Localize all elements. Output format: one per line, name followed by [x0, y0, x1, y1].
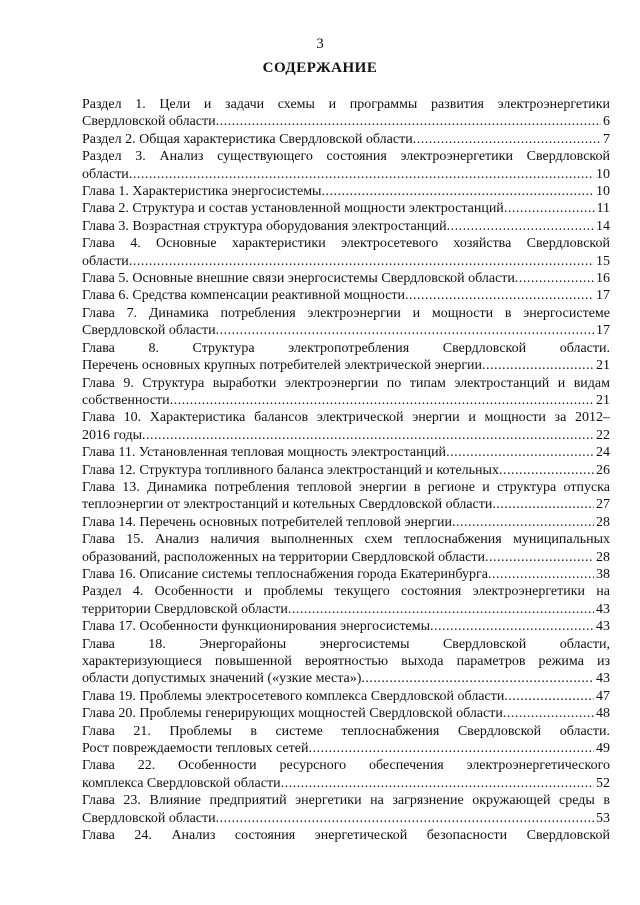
dot-leader [499, 462, 594, 479]
toc-entry[interactable] [82, 200, 610, 217]
toc-entry-last-line [82, 287, 610, 304]
dot-leader [485, 549, 594, 566]
dot-leader [504, 688, 594, 705]
toc-page-number: 6 [603, 114, 610, 130]
toc-entry-last-line [82, 113, 610, 130]
toc-entry-text: Раздел 2. Общая характеристика Свердловской области [82, 131, 413, 147]
toc-page-number: 14 [596, 218, 610, 234]
toc-entry-text: Глава 5. Основные внешние связи энергосистемы Свердловской области [82, 271, 515, 287]
toc-entry[interactable] [82, 409, 610, 444]
toc-entry-last-line [82, 514, 610, 531]
toc-entry-text: Глава 12. Структура топливного баланса электростанций и котельных [82, 462, 499, 478]
dot-leader [216, 810, 594, 827]
toc-title: СОДЕРЖАНИЕ [262, 60, 378, 76]
toc-page-number: 17 [596, 288, 610, 304]
toc-page-number: 38 [596, 566, 610, 582]
toc-entry[interactable] [82, 636, 610, 688]
dot-leader [288, 601, 594, 618]
toc-entry[interactable] [82, 235, 610, 270]
dot-leader [170, 392, 594, 409]
toc-entry-line: Глава 8. Структура электропотребления Свердловской области. [82, 340, 610, 356]
toc-entry-line: Глава 23. Влияние предприятий энергетики на загрязнение окружающей среды в [82, 793, 610, 809]
toc-entry-last-line [82, 566, 610, 583]
toc-page-number: 10 [596, 184, 610, 200]
toc-entry-text: Глава 14. Перечень основных потребителей тепловой энергии [82, 514, 452, 530]
toc-entry-text: Свердловской области [82, 323, 216, 339]
toc-entry-text: Глава 2. Структура и состав установленной мощности электростанций [82, 201, 504, 217]
toc-entry-last-line [82, 357, 610, 374]
toc-page-number: 43 [596, 671, 610, 687]
toc-page-number: 43 [596, 619, 610, 635]
toc-entry-last-line [82, 705, 610, 722]
toc-entry-text: Глава 17. Особенности функционирования энергосистемы [82, 619, 431, 635]
toc-entry[interactable] [82, 723, 610, 758]
toc-entry-last-line [82, 253, 610, 270]
toc-entry[interactable] [82, 96, 610, 131]
toc-entry[interactable] [82, 514, 610, 531]
toc-entry-last-line [82, 444, 610, 461]
toc-entry[interactable] [82, 479, 610, 514]
toc-entry-text: 2016 годы [82, 427, 143, 443]
dot-leader [216, 113, 601, 130]
toc-entry[interactable] [82, 827, 610, 844]
toc-page-number: 24 [596, 445, 610, 461]
toc-entry-last-line [82, 670, 610, 687]
toc-page-number: 53 [596, 810, 610, 826]
toc-page-number: 21 [596, 358, 610, 374]
toc-page-number: 43 [596, 601, 610, 617]
toc-page-number: 7 [603, 131, 610, 147]
toc-entry-text: территории Свердловской области [82, 601, 288, 617]
toc-entry-text: теплоэнергии от электростанций и котельных Свердловской области [82, 497, 493, 513]
toc-entry[interactable] [82, 444, 610, 461]
toc-entry[interactable] [82, 757, 610, 792]
toc-entry[interactable] [82, 340, 610, 375]
toc-page-number: 21 [596, 392, 610, 408]
dot-leader [515, 270, 594, 287]
dot-leader [216, 322, 594, 339]
toc-entry-line: характеризующиеся повышенной вероятностью выхода параметров режима из [82, 654, 610, 669]
toc-entry-last-line [82, 166, 610, 183]
dot-leader [447, 218, 594, 235]
toc-entry[interactable] [82, 305, 610, 340]
toc-entry-line: Глава 13. Динамика потребления тепловой энергии в регионе и структура отпуска [82, 479, 610, 495]
toc-entry-text: Перечень основных крупных потребителей электрической энергии [82, 358, 483, 374]
toc-entry-text: области [82, 166, 129, 182]
toc-entry-line: Глава 21. Проблемы в системе теплоснабжения Свердловской области. [82, 723, 610, 739]
toc-entry-last-line [82, 775, 610, 792]
toc-entry[interactable] [82, 183, 610, 200]
toc-page-number: 16 [596, 271, 610, 287]
dot-leader [488, 566, 594, 583]
toc-entry-last-line [82, 618, 610, 635]
toc-entry[interactable] [82, 583, 610, 618]
toc-entry-last-line [82, 810, 610, 827]
dot-leader [129, 253, 594, 270]
toc-entry[interactable] [82, 688, 610, 705]
toc-entry-text: области [82, 253, 129, 269]
dot-leader [413, 131, 601, 148]
toc-entry-last-line [82, 601, 610, 618]
toc-entry-last-line [82, 462, 610, 479]
toc-entry-last-line [82, 200, 610, 217]
dot-leader [446, 444, 594, 461]
toc-entry-line: Глава 4. Основные характеристики электросетевого хозяйства Свердловской [82, 236, 610, 252]
toc-entry-text: образований, расположенных на территории Свердловской области [82, 549, 485, 565]
toc-entry-last-line [82, 131, 610, 148]
toc-entry-last-line [82, 549, 610, 566]
page-number: 3 [316, 36, 324, 52]
toc-entry-text: Глава 16. Описание системы теплоснабжения города Екатеринбурга [82, 566, 488, 582]
toc-page-number: 48 [596, 706, 610, 722]
dot-leader [129, 166, 594, 183]
dot-leader [281, 775, 594, 792]
dot-leader [405, 287, 594, 304]
toc-entry-last-line [82, 218, 610, 235]
toc-entry-text: Рост повреждаемости тепловых сетей [82, 741, 309, 757]
toc-entry-text: области допустимых значений («узкие места») [82, 671, 362, 687]
toc-entry-last-line [82, 270, 610, 287]
toc-entry[interactable] [82, 618, 610, 635]
toc-entry-text: Глава 6. Средства компенсации реактивной мощности [82, 288, 406, 304]
toc-entry-line: Глава 9. Структура выработки электроэнергии по типам электростанций и видам [82, 375, 610, 391]
dot-leader [142, 427, 594, 444]
dot-leader [504, 200, 595, 217]
toc-entry-last-line [82, 688, 610, 705]
toc-page-number: 52 [596, 775, 610, 791]
toc-entry-text: Свердловской области [82, 114, 216, 130]
toc-entry[interactable] [82, 218, 610, 235]
dot-leader [361, 670, 594, 687]
toc-entry-line: Глава 24. Анализ состояния энергетической безопасности Свердловской [82, 828, 610, 844]
toc-entry-text: Глава 19. Проблемы электросетевого комплекса Свердловской области [82, 688, 505, 704]
toc-entry[interactable] [82, 705, 610, 722]
toc-entry[interactable] [82, 287, 610, 304]
toc-entry[interactable] [82, 531, 610, 566]
toc-entry-last-line [82, 427, 610, 444]
toc-page-number: 26 [596, 462, 610, 478]
toc-entry[interactable] [82, 270, 610, 287]
dot-leader [321, 183, 594, 200]
toc-entry-line: Глава 15. Анализ наличия выполненных схем теплоснабжения муниципальных [82, 532, 610, 548]
dot-leader [430, 618, 594, 635]
toc-page-number: 22 [596, 427, 610, 443]
toc-entry[interactable] [82, 148, 610, 183]
toc-entry-last-line [82, 740, 610, 757]
toc-entry-last-line [82, 496, 610, 513]
toc-entry-line: Глава 22. Особенности ресурсного обеспечения электроэнергетического [82, 758, 610, 774]
toc-page-number: 10 [596, 166, 610, 182]
toc-page-number: 28 [596, 549, 610, 565]
toc-entry-line: Раздел 3. Анализ существующего состояния электроэнергетики Свердловской [82, 149, 610, 165]
toc-entry[interactable] [82, 566, 610, 583]
toc-page-number: 28 [596, 514, 610, 530]
toc-page-number: 15 [596, 253, 610, 269]
toc-entry-line: Раздел 1. Цели и задачи схемы и программы развития электроэнергетики [82, 97, 610, 112]
dot-leader [482, 357, 594, 374]
toc-entry-text: собственности [82, 392, 170, 408]
toc-page-number: 47 [596, 688, 610, 704]
dot-leader [503, 705, 594, 722]
dot-leader [452, 514, 594, 531]
toc-entry-text: Глава 3. Возрастная структура оборудования электростанций [82, 218, 447, 234]
toc-entry[interactable] [82, 131, 610, 148]
toc-page-number: 11 [596, 201, 610, 217]
toc-entry-text: Свердловской области [82, 810, 216, 826]
toc-page-number: 49 [596, 741, 610, 757]
toc-entry-line: Глава 18. Энергорайоны энергосистемы Свердловской области, [82, 636, 610, 652]
toc-entry-last-line [82, 392, 610, 409]
toc-entry-line: Глава 10. Характеристика балансов электрической энергии и мощности за 2012– [82, 410, 610, 426]
toc-page-number: 27 [596, 497, 610, 513]
toc-entry-last-line [82, 322, 610, 339]
toc-page-number: 17 [596, 323, 610, 339]
table-of-contents [82, 96, 610, 844]
toc-entry[interactable] [82, 375, 610, 410]
toc-entry-text: Глава 20. Проблемы генерирующих мощностей Свердловской области [82, 706, 503, 722]
toc-entry-text: Глава 1. Характеристика энергосистемы [82, 184, 322, 200]
toc-entry[interactable] [82, 462, 610, 479]
dot-leader [492, 496, 594, 513]
toc-entry-text: комплекса Свердловской области [82, 775, 281, 791]
toc-entry-line: Глава 7. Динамика потребления электроэнергии и мощности в энергосистеме [82, 305, 610, 321]
dot-leader [308, 740, 594, 757]
toc-entry-last-line [82, 183, 610, 200]
toc-entry-line: Раздел 4. Особенности и проблемы текущего состояния электроэнергетики на [82, 584, 610, 600]
toc-entry-text: Глава 11. Установленная тепловая мощность электростанций [82, 445, 447, 461]
toc-entry[interactable] [82, 792, 610, 827]
